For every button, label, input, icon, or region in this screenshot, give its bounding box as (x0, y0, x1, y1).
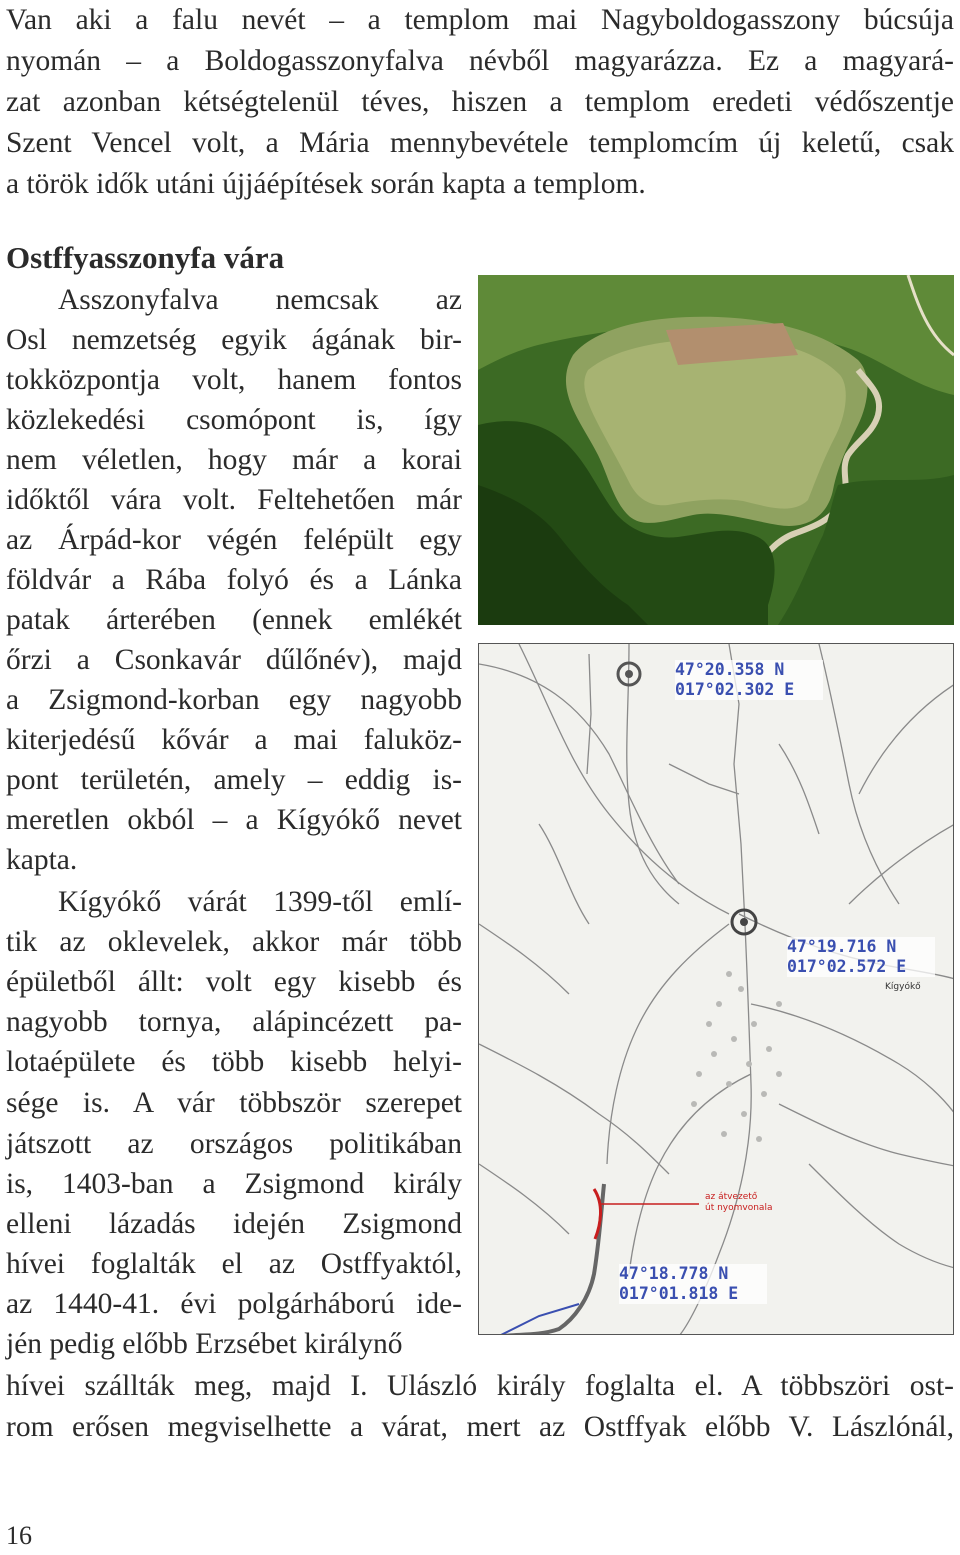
body-line: nagyobb tornya, alápincézett pa- (6, 1006, 462, 1038)
body-line: sége is. A vár többször szerepet (6, 1087, 462, 1119)
body-line: tokközpontja volt, hanem fontos (6, 364, 462, 396)
route-annotation-line: az átvezető (705, 1192, 758, 1202)
body-line: patak árterében (ennek emlékét (6, 604, 462, 636)
body-line: játszott az országos politikában (6, 1128, 462, 1160)
body-line: az Árpád-kor végén felépült egy (6, 524, 462, 556)
coordinate-longitude: 017°01.818 E (619, 1284, 739, 1303)
body-line: épületből állt: volt egy kisebb és (6, 966, 462, 998)
body-line: a Zsigmond-korban egy nagyobb (6, 684, 462, 716)
section-heading: Ostffyasszonyfa vára (6, 240, 285, 275)
coordinate-latitude: 47°18.778 N (619, 1264, 729, 1283)
body-line: hívei foglalták el az Ostffyaktól, (6, 1248, 462, 1280)
coordinate-longitude: 017°02.302 E (675, 680, 795, 699)
body-line: kiterjedésű kővár a mai faluköz- (6, 724, 462, 756)
route-annotation-line: út nyomvonala (705, 1203, 773, 1213)
body-line: az 1440-41. évi polgárháború ide- (6, 1288, 462, 1320)
aerial-photo (478, 275, 954, 625)
coordinate-label (675, 660, 823, 700)
body-line: is, 1403-ban a Zsigmond király (6, 1168, 462, 1200)
intro-line: a török idők utáni újjáépítések során kapta a templom. (6, 168, 646, 200)
body-line: rom erősen megviselhette a várat, mert az Ostffyak előbb V. Lászlónál, (6, 1411, 954, 1443)
coordinate-label (787, 937, 935, 977)
body-line: tik az oklevelek, akkor már több (6, 926, 462, 958)
body-line: hívei szállták meg, majd I. Ulászló király foglalta el. A többszöri ost- (6, 1370, 954, 1402)
intro-line: zat azonban kétségtelenül téves, hiszen a templom eredeti védőszentje (6, 86, 954, 118)
coordinate-latitude: 47°20.358 N (675, 660, 785, 679)
body-line: Osl nemzetség egyik ágának bir- (6, 324, 462, 356)
body-line: Kígyókő várát 1399-től emlí- (58, 886, 462, 918)
coordinate-label (619, 1264, 767, 1304)
route-annotation (705, 1192, 772, 1214)
coordinate-longitude: 017°02.572 E (787, 957, 907, 976)
location-map (478, 643, 954, 1335)
map-place-label: Kígyókő (885, 982, 921, 992)
body-line: kapta. (6, 844, 78, 876)
page-number: 16 (6, 1521, 32, 1550)
body-line: pont területén, amely – eddig is- (6, 764, 462, 796)
body-line: Asszonyfalva nemcsak az (58, 284, 462, 316)
intro-line: nyomán – a Boldogasszonyfalva névből magyarázza. Ez a magyará- (6, 45, 954, 77)
body-line: nem véletlen, hogy már a korai (6, 444, 462, 476)
coordinate-latitude: 47°19.716 N (787, 937, 897, 956)
body-line: földvár a Rába folyó és a Lánka (6, 564, 462, 596)
body-line: időktől vára volt. Feltehetően már (6, 484, 462, 516)
intro-line: Szent Vencel volt, a Mária mennybevétele templomcím új keletű, csak (6, 127, 954, 159)
body-line: őrzi a Csonkavár dűlőnév), majd (6, 644, 462, 676)
body-line: meretlen okból – a Kígyókő nevet (6, 804, 462, 836)
intro-line: Van aki a falu nevét – a templom mai Nagyboldogasszony búcsúja (6, 4, 954, 36)
body-line: jén pedig előbb Erzsébet királynő (6, 1328, 403, 1360)
body-line: közlekedési csomópont is, így (6, 404, 462, 436)
body-line: elleni lázadás idején Zsigmond (6, 1208, 462, 1240)
body-line: lotaépülete és több kisebb helyi- (6, 1046, 462, 1078)
